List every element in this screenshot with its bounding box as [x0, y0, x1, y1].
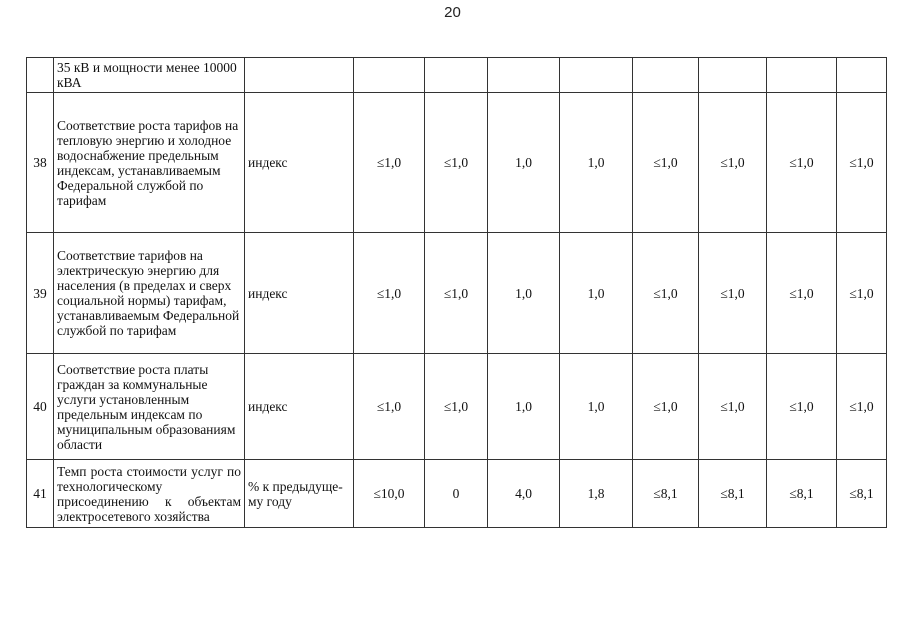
indicators-table	[26, 57, 887, 528]
value-cell: ≤1,0	[425, 233, 488, 354]
value-cell: 1,8	[560, 460, 633, 528]
value-cell: ≤1,0	[354, 93, 425, 233]
indicator-name: 35 кВ и мощности менее 10000 кВА	[54, 58, 245, 93]
value-cell	[699, 58, 767, 93]
indicator-name: Соответствие тарифов на электрическую энергию для населения (в пределах и сверх социальной нормы) тарифам, устанавливаемым Федеральной службой по тарифам	[54, 233, 245, 354]
value-cell	[633, 58, 699, 93]
table-row	[27, 58, 887, 93]
value-cell: 1,0	[560, 354, 633, 460]
unit-cell: индекс	[245, 233, 354, 354]
value-cell: ≤8,1	[699, 460, 767, 528]
table-row	[27, 233, 887, 354]
value-cell: 0	[425, 460, 488, 528]
value-cell: ≤8,1	[837, 460, 887, 528]
value-cell	[488, 58, 560, 93]
indicator-name: Темп роста стоимости услуг по технологическому присоединению к объектам электросетевого хозяйства	[54, 460, 245, 528]
value-cell: ≤1,0	[699, 354, 767, 460]
unit-cell: % к предыдуще-му году	[245, 460, 354, 528]
value-cell: ≤1,0	[767, 93, 837, 233]
unit-cell: индекс	[245, 93, 354, 233]
value-cell: ≤1,0	[354, 354, 425, 460]
value-cell: ≤1,0	[425, 354, 488, 460]
value-cell: 1,0	[560, 93, 633, 233]
value-cell: ≤1,0	[837, 93, 887, 233]
row-number: 40	[27, 354, 54, 460]
table-row	[27, 354, 887, 460]
value-cell	[425, 58, 488, 93]
value-cell: ≤1,0	[837, 354, 887, 460]
value-cell: ≤8,1	[633, 460, 699, 528]
value-cell	[837, 58, 887, 93]
unit-cell	[245, 58, 354, 93]
table-row	[27, 93, 887, 233]
value-cell: ≤1,0	[699, 233, 767, 354]
value-cell: ≤8,1	[767, 460, 837, 528]
row-number	[27, 58, 54, 93]
value-cell: ≤10,0	[354, 460, 425, 528]
value-cell: 1,0	[560, 233, 633, 354]
value-cell: ≤1,0	[633, 354, 699, 460]
value-cell: ≤1,0	[354, 233, 425, 354]
value-cell: ≤1,0	[699, 93, 767, 233]
page-number: 20	[444, 4, 461, 21]
value-cell: ≤1,0	[425, 93, 488, 233]
row-number: 38	[27, 93, 54, 233]
value-cell	[560, 58, 633, 93]
indicator-name: Соответствие роста тарифов на тепловую энергию и холодное водоснабжение предельным индексам, устанавливаемым Федеральной службой по тарифам	[54, 93, 245, 233]
value-cell: ≤1,0	[633, 233, 699, 354]
value-cell: 1,0	[488, 93, 560, 233]
unit-cell: индекс	[245, 354, 354, 460]
indicator-name: Соответствие роста платы граждан за коммунальные услуги установленным предельным индексам по муниципальным образованиям области	[54, 354, 245, 460]
value-cell: 1,0	[488, 354, 560, 460]
value-cell: ≤1,0	[767, 354, 837, 460]
value-cell: ≤1,0	[767, 233, 837, 354]
table-row	[27, 460, 887, 528]
row-number: 41	[27, 460, 54, 528]
value-cell: 4,0	[488, 460, 560, 528]
value-cell: 1,0	[488, 233, 560, 354]
value-cell: ≤1,0	[837, 233, 887, 354]
value-cell	[767, 58, 837, 93]
value-cell	[354, 58, 425, 93]
value-cell: ≤1,0	[633, 93, 699, 233]
row-number: 39	[27, 233, 54, 354]
